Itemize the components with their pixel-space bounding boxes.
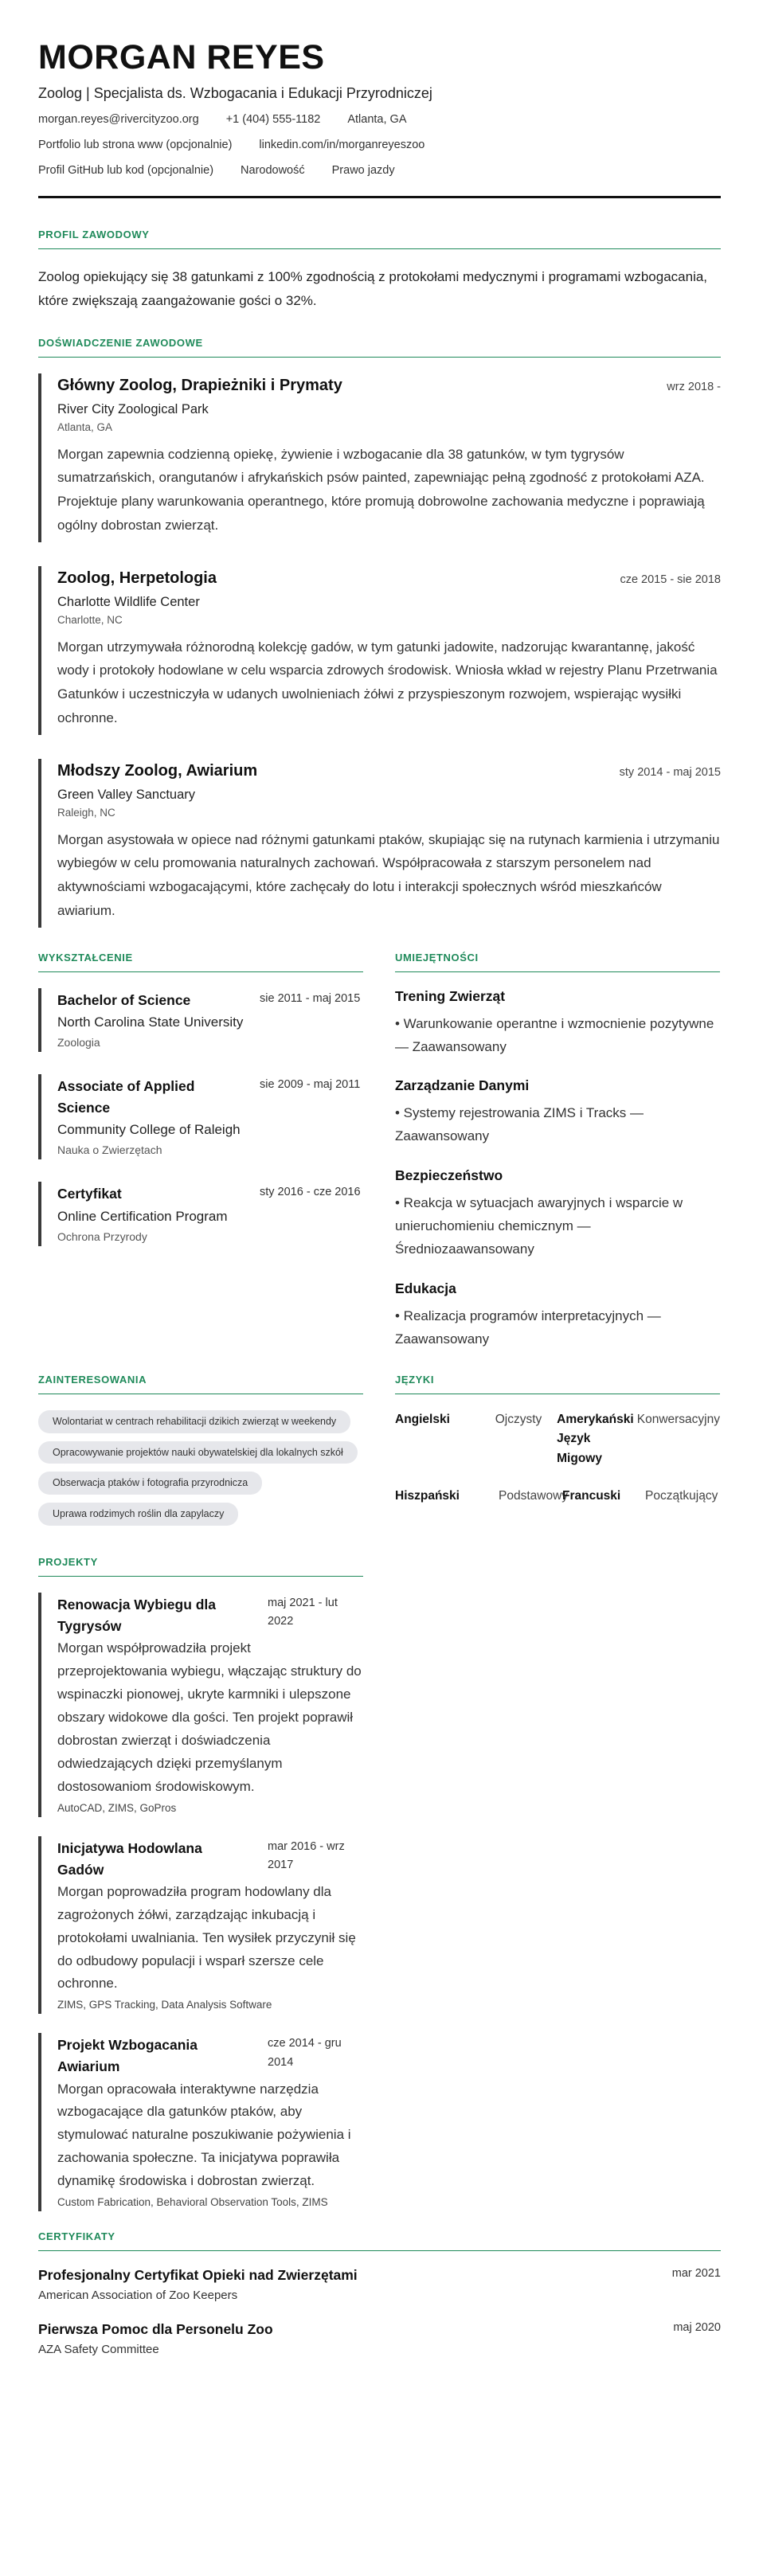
job-date: wrz 2018 - [667,380,721,393]
skills-section [395,952,720,1370]
edu-date: sie 2009 - maj 2011 [260,1077,361,1091]
job-company: River City Zoological Park [57,401,209,416]
job-description: Morgan asystowała w opiece nad różnymi gatunkami ptaków, skupiając się na rutynach karmienia i utrzymaniu wybiegów w celu promowania naturalnych zachowań. Współpracowała z starszym personelem nad aktywnościami wzbogacającymi, które zachęcały do lotu i interakcji społecznych wśród mieszkańców awiarium. [57,831,720,918]
job-date: sty 2014 - maj 2015 [619,765,721,779]
language-name: Angielski [395,1412,450,1426]
email-link[interactable]: morgan.reyes@rivercityzoo.org [38,113,199,127]
projects-section [38,1556,721,2211]
portfolio-link[interactable]: Portfolio lub strona www (opcjonalnie) [38,139,233,152]
languages-title: JĘZYKI [395,1374,720,1394]
job-title: Zoolog, Herpetologia [57,569,217,587]
experience-item [38,759,721,928]
skill-detail: • Reakcja w sytuacjach awaryjnych i wsparcie w unieruchomieniu chemicznym — Średniozaawansowany [395,1195,683,1257]
candidate-name: MORGAN REYES [38,38,325,76]
language-level: Konwersacyjny [636,1412,720,1426]
header-divider [38,196,721,198]
experience-title: DOŚWIADCZENIE ZAWODOWE [38,337,721,358]
certificate-org: American Association of Zoo Keepers [38,2289,238,2303]
contact-row-extra [38,164,721,177]
projects-title: PROJEKTY [38,1556,363,1577]
interest-tag: Obserwacja ptaków i fotografia przyrodnicza [38,1472,262,1495]
skill-category: Zarządzanie Danymi [395,1077,530,1094]
github-link[interactable]: Profil GitHub lub kod (opcjonalnie) [38,164,214,178]
phone-number: +1 (404) 555-1182 [225,113,321,127]
languages-section [395,1374,720,1534]
project-description: Morgan poprowadziła program hodowlany dla zagrożonych żółwi, zarządzając inkubacją i protokołami uwalniania. Ten wysiłek przyczynił się do odbudowy populacji i wsparł szersze cele ochronne. [57,1883,356,1992]
contact-row-primary [38,113,721,126]
certificate-date: mar 2021 [671,2267,721,2281]
education-skills-row [38,952,721,1370]
project-date: maj 2021 - lut 2022 [268,1597,338,1628]
project-tools: AutoCAD, ZIMS, GoPros [57,1801,177,1814]
interest-tag: Uprawa rodzimych roślin dla zapylaczy [38,1503,238,1526]
education-item [38,1182,363,1245]
edu-field: Zoologia [57,1035,100,1049]
certificate-item [38,2321,721,2356]
edu-school: North Carolina State University [57,1014,244,1030]
experience-item [38,373,721,542]
language-level: Podstawowy [499,1489,569,1503]
project-date: cze 2014 - gru 2014 [268,2037,342,2069]
language-level: Ojczysty [495,1412,542,1426]
language-name: Francuski [562,1489,621,1503]
job-company: Green Valley Sanctuary [57,787,196,802]
certificate-name: Pierwsza Pomoc dla Personelu Zoo [38,2321,273,2338]
location-text: Atlanta, GA [347,113,407,127]
skill-detail: • Realizacja programów interpretacyjnych — Zaawansowany [395,1308,661,1347]
project-tools: Custom Fabrication, Behavioral Observation Tools, ZIMS [57,2196,328,2209]
license-text: Prawo jazdy [331,164,395,178]
interest-tags [38,1410,363,1534]
education-item [38,988,363,1052]
project-item [38,1836,363,2015]
job-description: Morgan zapewnia codzienną opiekę, żywienie i wzbogacanie dla 38 gatunków, w tym tygrysów sumatrzańskich, orangutanów i afrykańskich psów painted, zapewniając pełną zgodność z protokołami AZA. Projektuje plany warunkowania operantnego, które promują dobrowolne zachowania medyczne i poprawiają ogólny dobrostan zwierząt. [57,446,705,533]
skills-title: UMIEJĘTNOŚCI [395,952,720,972]
skill-detail: • Warunkowanie operantne i wzmocnienie pozytywne — Zaawansowany [395,1015,714,1054]
project-title: Inicjatywa Hodowlana Gadów [57,1839,202,1878]
summary-title: PROFIL ZAWODOWY [38,229,721,249]
project-item [38,1593,363,1816]
interests-title: ZAINTERESOWANIA [38,1374,363,1394]
project-item [38,2033,363,2211]
education-item [38,1074,363,1159]
language-level: Początkujący [645,1489,718,1503]
job-location: Atlanta, GA [57,420,113,433]
project-title: Projekt Wzbogacania Awiarium [57,2037,198,2075]
project-title: Renowacja Wybiegu dla Tygrysów [57,1597,217,1635]
project-date: mar 2016 - wrz 2017 [268,1839,345,1871]
language-row [395,1487,720,1507]
project-tools: ZIMS, GPS Tracking, Data Analysis Software [57,1999,272,2011]
certificate-name: Profesjonalny Certyfikat Opieki nad Zwierzętami [38,2267,358,2284]
edu-field: Nauka o Zwierzętach [57,1143,162,1157]
language-name: Amerykański Język Migowy [557,1412,634,1466]
summary-text: Zoolog opiekujący się 38 gatunkami z 100% zgodnością z protokołami medycznymi i programami wzbogacania, które zwiększają zaangażowanie gości o 32%. [38,269,708,308]
skill-category: Bezpieczeństwo [395,1167,503,1184]
skill-group [395,1077,720,1148]
experience-section [38,337,721,928]
edu-field: Ochrona Przyrody [57,1229,147,1243]
summary-section [38,229,721,313]
job-title: Młodszy Zoolog, Awiarium [57,761,258,780]
experience-item [38,566,721,735]
nationality-text: Narodowość [241,164,305,178]
interest-tag: Opracowywanie projektów nauki obywatelskiej dla lokalnych szkół [38,1441,358,1464]
skill-category: Trening Zwierząt [395,987,506,1004]
certificate-date: maj 2020 [673,2321,721,2335]
edu-date: sie 2011 - maj 2015 [260,991,361,1005]
education-title: WYKSZTAŁCENIE [38,952,363,972]
edu-degree: Bachelor of Science [57,991,191,1008]
interest-tag: Wolontariat w centrach rehabilitacji dzikich zwierząt w weekendy [38,1410,350,1433]
skill-group [395,1280,720,1351]
certificates-title: CERTYFIKATY [38,2230,721,2251]
job-location: Raleigh, NC [57,806,115,819]
project-description: Morgan opracowała interaktywne narzędzia wzbogacające dla gatunków ptaków, aby stymulować naturalne poszukiwanie pożywienia i zachowania społeczne. Ta inicjatywa poprawiła dynamikę środowiska i dobrostan zwierząt. [57,2081,351,2189]
job-date: cze 2015 - sie 2018 [620,573,721,586]
certificates-section [38,2230,721,2356]
language-name: Hiszpański [395,1489,460,1503]
interests-languages-row [38,1374,721,1534]
interests-section [38,1374,363,1534]
skill-category: Edukacja [395,1280,456,1296]
job-company: Charlotte Wildlife Center [57,594,200,609]
certificate-item [38,2267,721,2302]
skill-group [395,988,720,1059]
contact-row-links [38,139,721,151]
skill-detail: • Systemy rejestrowania ZIMS i Tracks — Zaawansowany [395,1105,644,1144]
resume-header [38,40,721,177]
edu-degree: Certyfikat [57,1186,122,1202]
certificate-org: AZA Safety Committee [38,2343,159,2357]
edu-date: sty 2016 - cze 2016 [260,1186,361,1199]
job-location: Charlotte, NC [57,613,123,626]
edu-school: Community College of Raleigh [57,1122,241,1138]
candidate-headline: Zoolog | Specjalista ds. Wzbogacania i Edukacji Przyrodniczej [38,85,432,102]
skill-group [395,1167,720,1261]
edu-degree: Associate of Applied Science [57,1077,195,1116]
edu-school: Online Certification Program [57,1208,228,1224]
project-description: Morgan współprowadziła projekt przeprojektowania wybiegu, włączając struktury do wspinaczki pionowej, ukryte karmniki i ulepszone obszary widokowe dla gości. Ten projekt poprawił dobrostan zwierząt i doświadczenia odwiedzających dzięki przemyślanym dostosowaniom środowiskowym. [57,1640,362,1794]
language-row [395,1410,720,1469]
linkedin-link[interactable]: linkedin.com/in/morganreyeszoo [259,139,425,152]
education-section [38,952,363,1370]
job-description: Morgan utrzymywała różnorodną kolekcję gadów, w tym gatunki jadowite, nadzorując kwarantannę, jakość wody i protokoły hodowlane w celu wsparcia zdrowych środowisk. Wniosła wkład w rejestry Planu Przetrwania Gatunków i uczestniczyła w udanych uwolnieniach żółwi z przyspieszonym rozwojem, wspierając wysiłki ochronne. [57,639,718,725]
job-title: Główny Zoolog, Drapieżniki i Prymaty [57,376,342,394]
